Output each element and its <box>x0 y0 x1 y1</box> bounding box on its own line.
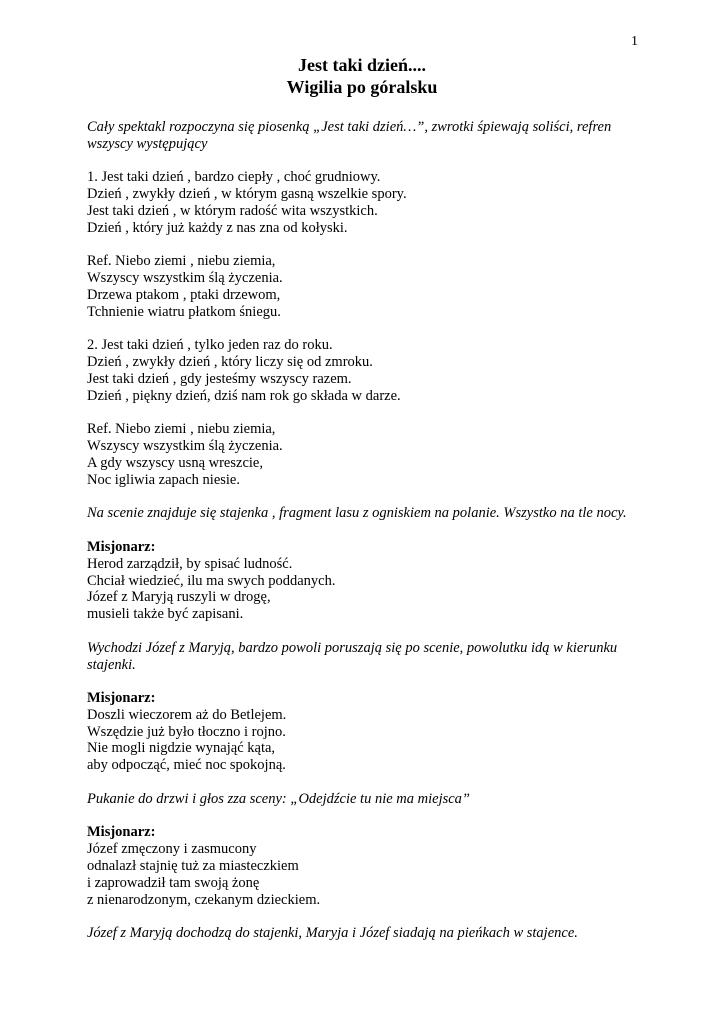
verse-line: Wszyscy wszystkim ślą życzenia. <box>87 270 283 287</box>
speaker-name: Misjonarz: <box>87 690 156 707</box>
stage-direction-text: Wychodzi Józef z Maryją, bardzo powoli poruszają się po scenie, powolutku idą w kierunku stajenki. <box>87 639 618 673</box>
verse-line: Drzewa ptakom , ptaki drzewom, <box>87 286 281 303</box>
verse-line: Jest taki dzień , w którym radość wita wszystkich. <box>87 202 378 219</box>
verse-line: Noc igliwia zapach niesie. <box>87 471 240 488</box>
verse-line: 2. Jest taki dzień , tylko jeden raz do roku. <box>87 337 333 354</box>
speech-line: i zaprowadził tam swoją żonę <box>87 874 260 891</box>
title-line-1: Jest taki dzień.... <box>298 55 426 75</box>
speech-line: odnalazł stajnię tuż za miasteczkiem <box>87 858 299 875</box>
verse-line: Jest taki dzień , gdy jesteśmy wszyscy razem. <box>87 370 352 387</box>
stage-direction <box>87 505 647 522</box>
speech-line: z nienarodzonym, czekanym dzieckiem. <box>87 891 321 908</box>
stage-direction-text: Cały spektakl rozpoczyna się piosenką „Jest taki dzień…”, zwrotki śpiewają soliści, refren wszyscy występujący <box>87 119 612 152</box>
verse-line: Dzień , zwykły dzień , w którym gasną wszelkie spory. <box>87 186 407 203</box>
speech-line: Chciał wiedzieć, ilu ma swych poddanych. <box>87 572 336 589</box>
verse-line: Wszyscy wszystkim ślą życzenia. <box>87 438 283 455</box>
speech-line: Doszli wieczorem aż do Betlejem. <box>87 706 287 723</box>
verse-line: Dzień , zwykły dzień , który liczy się od zmroku. <box>87 354 373 371</box>
verse-line: A gdy wszyscy usną wreszcie, <box>87 454 263 471</box>
speech-block <box>87 539 647 623</box>
speech-line: Józef z Maryją ruszyli w drogę, <box>87 589 271 606</box>
song-refrain <box>87 253 647 320</box>
verse-line: 1. Jest taki dzień , bardzo ciepły , choć grudniowy. <box>87 169 381 186</box>
song-verse <box>87 337 647 404</box>
stage-direction-text: Pukanie do drzwi i głos zza sceny: „Odejdźcie tu nie ma miejsca” <box>87 790 470 807</box>
speech-line: Nie mogli nigdzie wynająć kąta, <box>87 740 276 757</box>
verse-line: Dzień , piękny dzień, dziś nam rok go składa w darze. <box>87 387 401 404</box>
verse-line: Tchnienie wiatru płatkom śniegu. <box>87 303 281 320</box>
title-line-2: Wigilia po góralsku <box>286 77 438 97</box>
document-body <box>87 119 647 959</box>
speech-line: Herod zarządził, by spisać ludność. <box>87 555 293 572</box>
song-refrain <box>87 421 647 488</box>
stage-direction <box>87 925 647 942</box>
speech-line: Józef zmęczony i zasmucony <box>87 841 257 858</box>
stage-direction <box>87 791 647 808</box>
speech-block <box>87 824 647 908</box>
song-verse <box>87 169 647 236</box>
speaker-name: Misjonarz: <box>87 538 156 555</box>
speech-line: Wszędzie już było tłoczno i rojno. <box>87 723 286 740</box>
speaker-name: Misjonarz: <box>87 824 156 841</box>
stage-direction-text: Na scenie znajduje się stajenka , fragment lasu z ogniskiem na polanie. Wszystko na tle nocy. <box>87 505 627 522</box>
speech-block <box>87 690 647 774</box>
document-title <box>0 54 724 98</box>
page-number: 1 <box>631 34 638 49</box>
stage-direction <box>87 640 647 674</box>
speech-line: musieli także być zapisani. <box>87 606 244 623</box>
speech-line: aby odpocząć, mieć noc spokojną. <box>87 757 286 774</box>
verse-line: Dzień , który już każdy z nas zna od kołyski. <box>87 219 348 236</box>
verse-line: Ref. Niebo ziemi , niebu ziemia, <box>87 421 276 438</box>
stage-direction <box>87 119 647 153</box>
verse-line: Ref. Niebo ziemi , niebu ziemia, <box>87 253 276 270</box>
stage-direction-text: Józef z Maryją dochodzą do stajenki, Maryja i Józef siadają na pieńkach w stajence. <box>87 925 578 942</box>
